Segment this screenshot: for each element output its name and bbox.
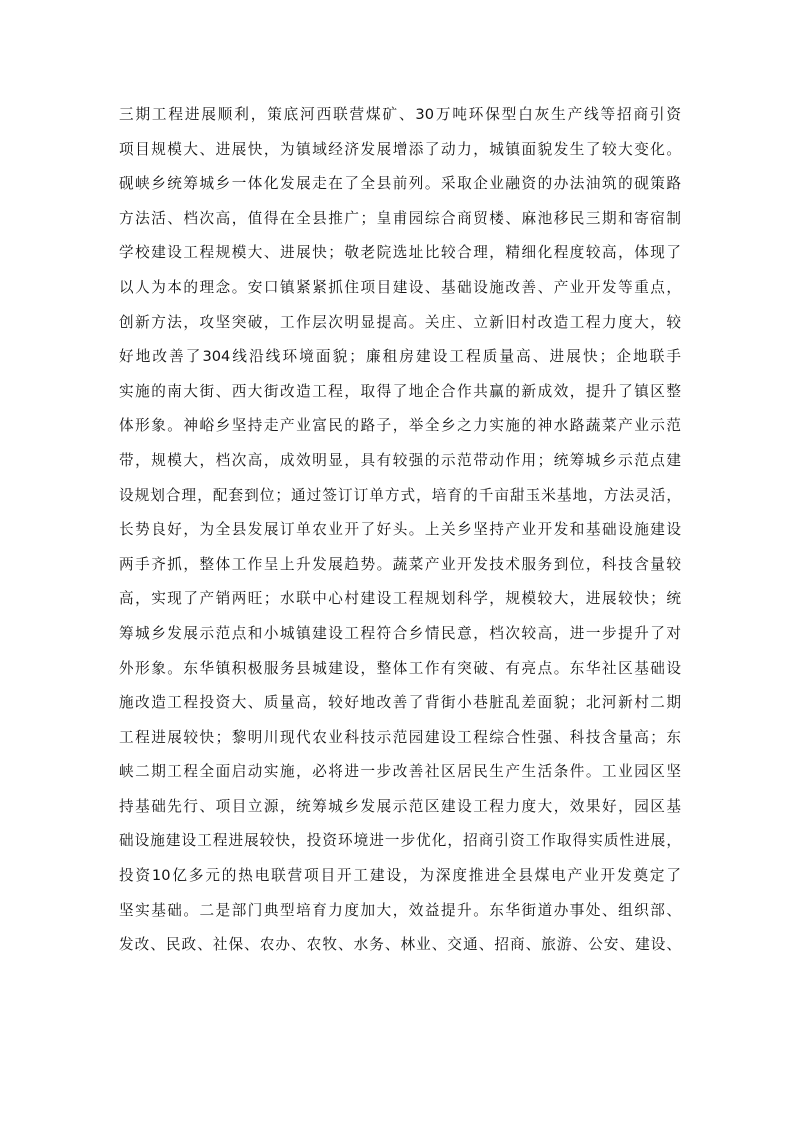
text-line: 投资10亿多元的热电联营项目开工建设，为深度推进全县煤电产业开发奠定了: [119, 867, 681, 885]
text-line: 砚峡乡统筹城乡一体化发展走在了全县前列。采取企业融资的办法油筑的砚策路: [119, 175, 681, 193]
text-line: 好地改善了304线沿线环境面貌；廉租房建设工程质量高、进展快；企地联手: [119, 348, 681, 366]
text-line: 创新方法，攻坚突破，工作层次明显提高。关庄、立新旧村改造工程力度大，较: [119, 313, 681, 331]
text-line: 高，实现了产销两旺；水联中心村建设工程规划科学，规模较大，进展较快；统: [119, 590, 681, 608]
text-line: 持基础先行、项目立源，统筹城乡发展示范区建设工程力度大，效果好，园区基: [119, 797, 681, 815]
text-line: 实施的南大街、西大街改造工程，取得了地企合作共赢的新成效，提升了镇区整: [119, 382, 681, 400]
text-line: 坚实基础。二是部门典型培育力度加大，效益提升。东华街道办事处、组织部、: [119, 901, 681, 919]
text-line: 学校建设工程规模大、进展快；敬老院选址比较合理，精细化程度较高，体现了: [119, 244, 681, 262]
text-line: 方法活、档次高，值得在全县推广；皇甫园综合商贸楼、麻池移民三期和寄宿制: [119, 209, 681, 227]
text-line: 以人为本的理念。安口镇紧紧抓住项目建设、基础设施改善、产业开发等重点，: [119, 278, 681, 296]
text-line: 施改造工程投资大、质量高，较好地改善了背街小巷脏乱差面貌；北河新村二期: [119, 694, 681, 712]
text-line: 项目规模大、进展快，为镇域经济发展增添了动力，城镇面貌发生了较大变化。: [119, 140, 681, 158]
text-line: 设规划合理，配套到位；通过签订订单方式，培育的千亩甜玉米基地，方法灵活，: [119, 486, 681, 504]
text-line: 体形象。神峪乡坚持走产业富民的路子，举全乡之力实施的神水路蔬菜产业示范: [119, 417, 681, 435]
text-line: 外形象。东华镇积极服务县城建设，整体工作有突破、有亮点。东华社区基础设: [119, 659, 681, 677]
text-line: 发改、民政、社保、农办、农牧、水务、林业、交通、招商、旅游、公安、建设、: [119, 936, 681, 954]
document-body: [119, 98, 681, 963]
text-line: 两手齐抓，整体工作呈上升发展趋势。蔬菜产业开发技术服务到位，科技含量较: [119, 555, 681, 573]
text-line: 础设施建设工程进展较快，投资环境进一步优化，招商引资工作取得实质性进展，: [119, 832, 681, 850]
text-line: 带，规模大，档次高，成效明显，具有较强的示范带动作用；统筹城乡示范点建: [119, 451, 681, 469]
text-line: 筹城乡发展示范点和小城镇建设工程符合乡情民意，档次较高，进一步提升了对: [119, 624, 681, 642]
text-line: 峡二期工程全面启动实施，必将进一步改善社区居民生产生活条件。工业园区坚: [119, 763, 681, 781]
text-line: 长势良好，为全县发展订单农业开了好头。上关乡坚持产业开发和基础设施建设: [119, 521, 681, 539]
text-line: 三期工程进展顺利，策底河西联营煤矿、30万吨环保型白灰生产线等招商引资: [119, 106, 681, 123]
text-line: 工程进展较快；黎明川现代农业科技示范园建设工程综合性强、科技含量高；东: [119, 728, 681, 746]
